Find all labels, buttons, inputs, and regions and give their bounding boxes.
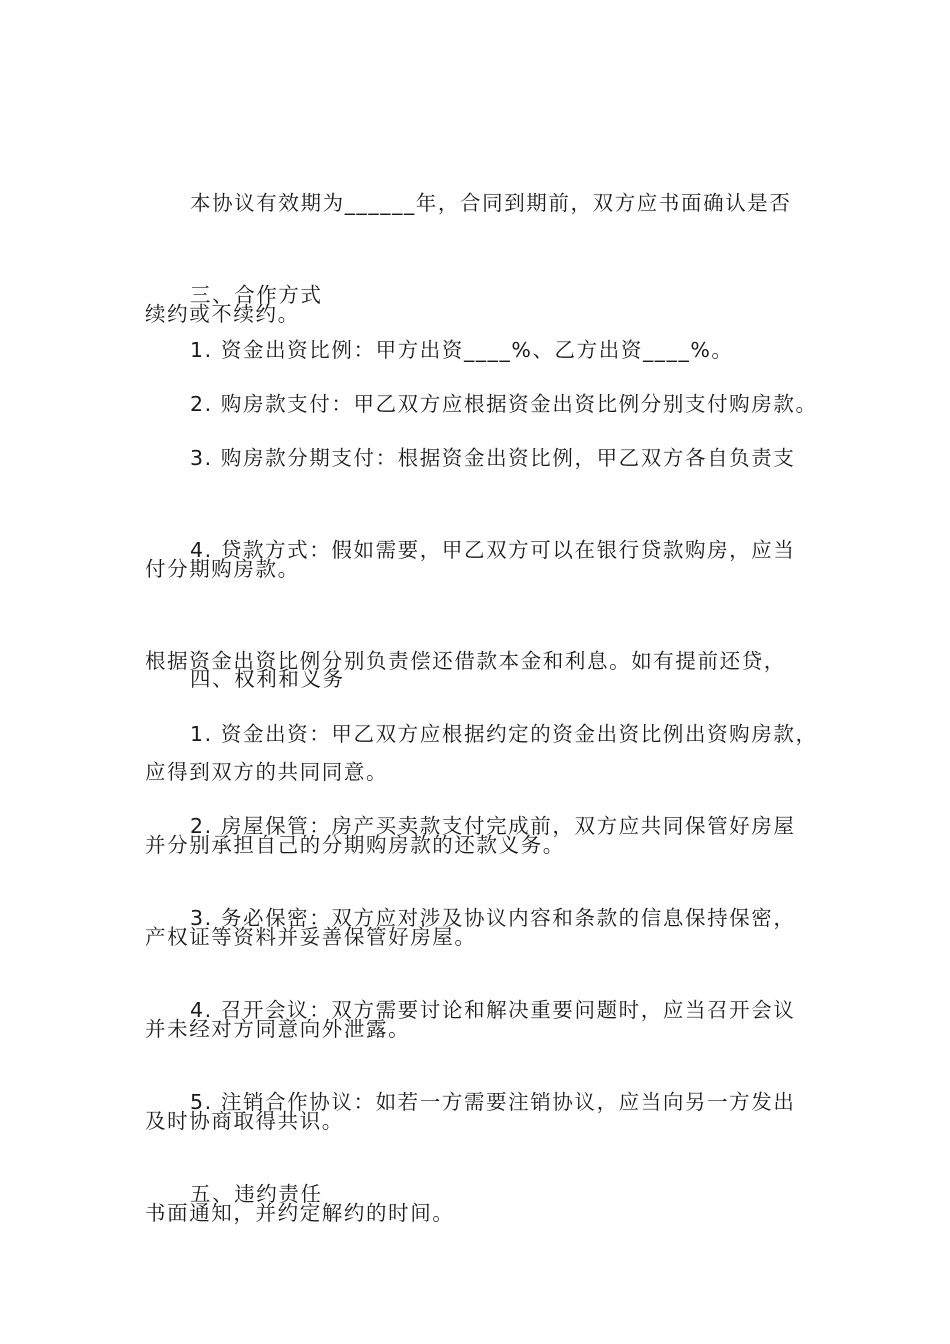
text-line: 4. 贷款方式：假如需要，甲乙双方可以在银行贷款购房，应当 bbox=[190, 538, 796, 562]
text-line: 产权证等资料并妥善保管好房屋。 bbox=[145, 925, 477, 949]
text-line: 3. 务必保密：双方应对涉及协议内容和条款的信息保持保密， bbox=[190, 906, 796, 930]
text-line: 三、合作方式 bbox=[190, 283, 323, 307]
text-line: 及时协商取得共识。 bbox=[145, 1109, 344, 1133]
text-line: 书面通知，并约定解约的时间。 bbox=[145, 1201, 455, 1225]
text-line: 并分别承担自己的分期购房款的还款义务。 bbox=[145, 833, 565, 857]
text-line: 四、权利和义务 bbox=[190, 667, 345, 691]
text-line: 4. 召开会议：双方需要讨论和解决重要问题时，应当召开会议 bbox=[190, 998, 796, 1022]
text-line: 本协议有效期为______年，合同到期前，双方应书面确认是否 bbox=[190, 191, 792, 215]
text-line: 应得到双方的共同同意。 bbox=[145, 760, 389, 784]
text-line: 付分期购房款。 bbox=[145, 557, 300, 581]
text-line: 续约或不续约。 bbox=[145, 302, 300, 326]
text-line: 并未经对方同意向外泄露。 bbox=[145, 1017, 411, 1041]
text-line: 根据资金出资比例分别负责偿还借款本金和利息。如有提前还贷， bbox=[145, 649, 786, 673]
text-line: 5. 注销合作协议：如若一方需要注销协议，应当向另一方发出 bbox=[190, 1090, 796, 1114]
text-line: 2. 购房款支付：甲乙双方应根据资金出资比例分别支付购房款。 bbox=[190, 392, 818, 416]
text-line: 五、违约责任 bbox=[190, 1182, 323, 1206]
text-line: 3. 购房款分期支付：根据资金出资比例，甲乙双方各自负责支 bbox=[190, 446, 796, 470]
text-line: 1. 资金出资：甲乙双方应根据约定的资金出资比例出资购房款， bbox=[190, 722, 818, 746]
section-heading-breach-liability bbox=[145, 1102, 835, 1287]
text-line: 2. 房屋保管：房产买卖款支付完成前，双方应共同保管好房屋 bbox=[190, 814, 796, 838]
text-line: 1. 资金出资比例：甲方出资____%、乙方出资____%。 bbox=[190, 338, 734, 362]
